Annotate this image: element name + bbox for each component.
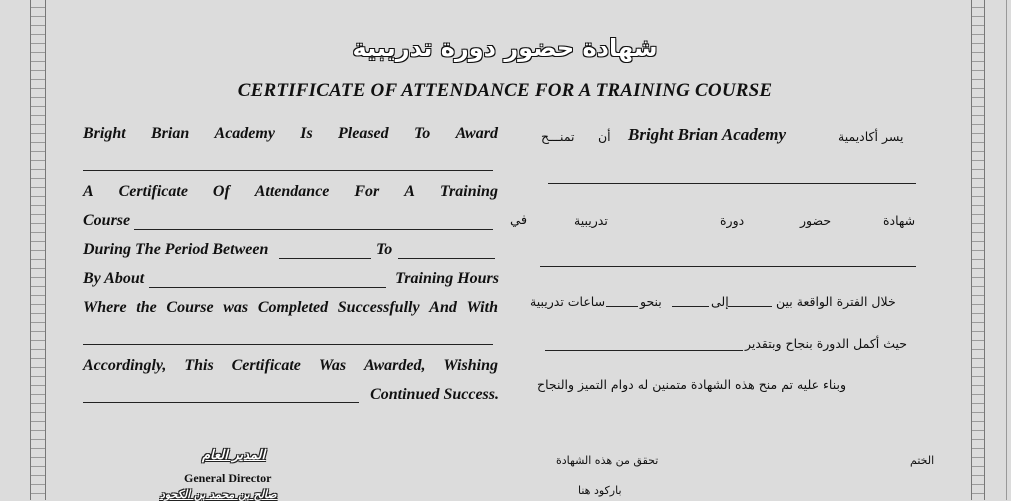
en-word: Academy — [214, 125, 275, 142]
ar-tamnah: تمنـــح — [541, 129, 575, 144]
ar-period-between: خلال الفترة الواقعة بين — [776, 294, 896, 309]
en-word: Award — [455, 125, 498, 142]
period-start-line — [279, 258, 371, 259]
course-name-line — [134, 229, 493, 230]
ar-yasur: يسر أكاديمية — [838, 129, 904, 144]
ar-period-to: إلى — [711, 294, 729, 309]
ar-hours-line — [606, 306, 638, 307]
ar-word-shahada: شهادة — [883, 213, 916, 228]
period-end-line — [398, 258, 495, 259]
period-label: During The Period Between — [83, 241, 269, 258]
ar-course-line — [540, 266, 916, 267]
en-word: Brian — [150, 125, 190, 142]
training-hours-label: Training Hours — [395, 270, 499, 287]
ar-an: أن — [598, 129, 611, 144]
english-title: CERTIFICATE OF ATTENDANCE FOR A TRAINING COURSE — [237, 80, 773, 101]
continued-success-label: Continued Success. — [370, 386, 499, 403]
ar-fi: في — [510, 213, 528, 228]
grade-line — [83, 344, 493, 345]
en-word: A — [83, 183, 94, 200]
en-word: With — [466, 299, 498, 316]
en-word: For — [354, 183, 380, 200]
en-word: Wishing — [443, 357, 498, 374]
en-word: Successfully — [337, 299, 420, 316]
ar-word-dawra: دورة — [720, 213, 745, 228]
right-edge-line — [1006, 0, 1007, 500]
arabic-title: شهادة حضور دورة تدريبية — [352, 34, 658, 62]
director-name-ar: صالح بن محمد بن الكحود — [160, 488, 277, 501]
en-word: Attendance — [254, 183, 330, 200]
en-word: Certificate — [231, 357, 301, 374]
en-word: Certificate — [118, 183, 188, 200]
en-word: This — [184, 357, 214, 374]
ar-recipient-line — [548, 183, 916, 184]
en-line-course — [83, 212, 498, 230]
ar-training-hours: ساعات تدريبية — [530, 294, 606, 309]
by-about-label: By About — [83, 270, 145, 287]
en-word: the — [136, 299, 157, 316]
ar-period-start-line — [728, 306, 772, 307]
en-word: Was — [318, 357, 347, 374]
stamp-label: الختم — [910, 454, 935, 467]
right-decorative-border — [971, 0, 985, 500]
en-word: And — [429, 299, 457, 316]
en-to-label — [376, 241, 406, 259]
en-word: Awarded, — [364, 357, 426, 374]
en-word: was — [223, 299, 249, 316]
ar-brand-name: Bright Brian Academy — [628, 125, 787, 144]
en-line-certificate — [83, 183, 498, 201]
en-word: Where — [83, 299, 127, 316]
director-title-ar: المدير العام — [202, 448, 266, 463]
ar-word-hudur: حضور — [800, 213, 832, 228]
en-word: Accordingly, — [83, 357, 167, 374]
recipient-name-line — [83, 170, 493, 171]
en-word: Course — [166, 299, 214, 316]
en-training-hours — [389, 270, 499, 288]
en-word: A — [404, 183, 415, 200]
left-decorative-border — [30, 0, 46, 500]
verify-certificate-text: تحقق من هذه الشهادة — [556, 454, 659, 467]
barcode-placeholder: باركود هنا — [578, 484, 622, 497]
en-word: To — [413, 125, 431, 142]
en-word: Of — [212, 183, 230, 200]
ar-period-end-line — [672, 306, 709, 307]
course-label: Course — [83, 212, 131, 229]
en-line-success — [363, 386, 499, 404]
en-word: Bright — [83, 125, 126, 142]
to-label: To — [376, 241, 393, 258]
wishing-line — [83, 402, 359, 403]
en-line-accordingly — [83, 357, 498, 375]
hours-line — [149, 287, 386, 288]
ar-period-about: بنحو — [640, 294, 662, 309]
director-title-en: General Director — [184, 471, 272, 485]
en-word: Training — [439, 183, 498, 200]
ar-closing: وبناء عليه تم منح هذه الشهادة متمنين له دوام التميز والنجاح — [537, 377, 846, 392]
ar-word-tadribiya: تدريبية — [574, 213, 608, 228]
en-line-completed — [83, 299, 498, 317]
en-line-period — [83, 241, 498, 259]
ar-completed: حيث أكمل الدورة بنجاح وبتقدير — [745, 336, 907, 351]
en-word: Completed — [257, 299, 329, 316]
en-word: Is — [300, 125, 313, 142]
en-word: Pleased — [338, 125, 389, 142]
en-line-award — [83, 125, 498, 143]
ar-grade-line — [545, 350, 743, 351]
